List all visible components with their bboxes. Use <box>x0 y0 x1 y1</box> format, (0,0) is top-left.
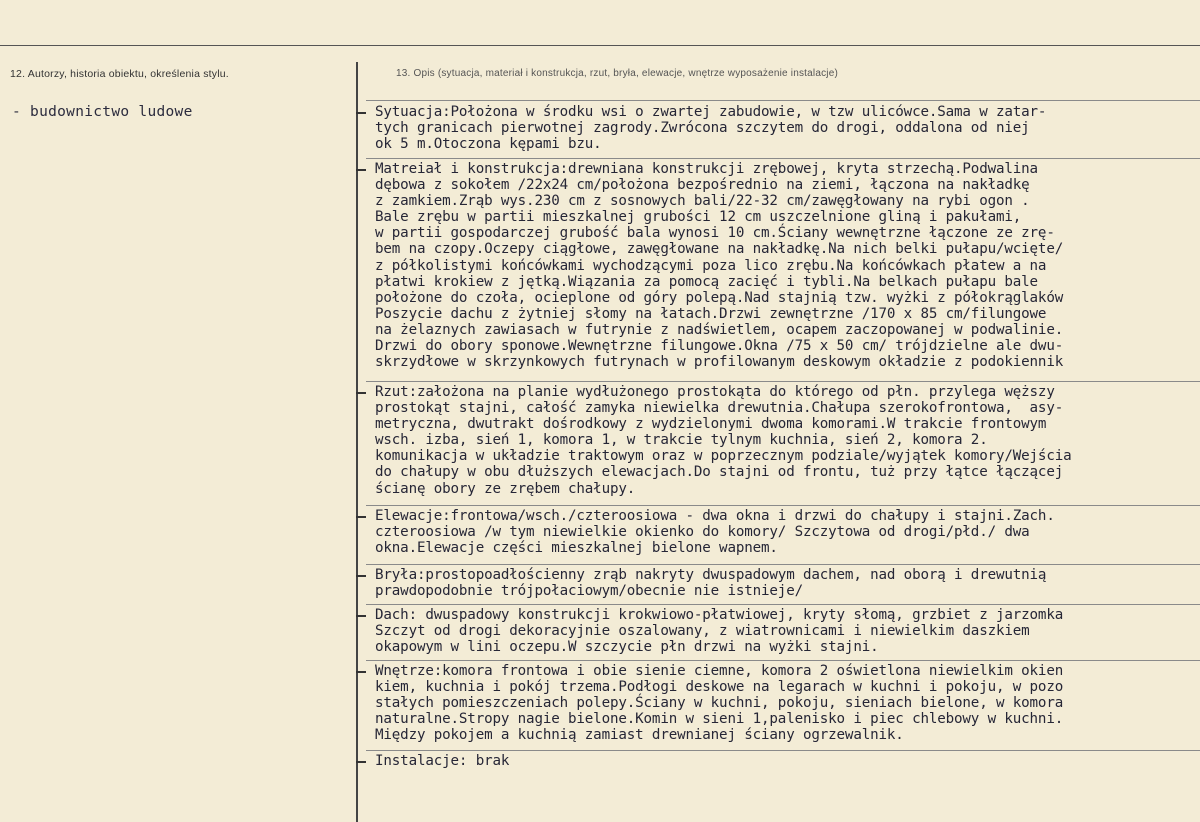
text-line: z zamkiem.Zrąb wys.230 cm z sosnowych bali/22-32 cm/zawęgłowany na rybi ogon . <box>375 193 1030 210</box>
text-line: Między pokojem a kuchnią zamiast drewnianej ściany ogrzewalnik. <box>375 727 904 744</box>
section-separator <box>366 604 1200 605</box>
section-instalacje <box>356 753 1200 769</box>
text-line: Wnętrze:komora frontowa i obie sienie ciemne, komora 2 oświetlona niewielkim okien <box>375 663 1064 679</box>
section-dach <box>356 607 1200 655</box>
text-line: płatwi krokiew z jętką.Wiązania za pomocą zacięć i tybli.Na belkach pułapu bale <box>375 273 1038 290</box>
section-separator <box>366 158 1200 159</box>
text-line: tych granicach pierwotnej zagrody.Zwrócona szczytem do drogi, oddalona od niej <box>375 120 1030 137</box>
section-separator <box>366 660 1200 661</box>
text-line: Rzut:założona na planie wydłużonego prostokąta do którego od płn. przylega węższy <box>375 384 1055 400</box>
text-line: z półkolistymi końcówkami wychodzącymi poza lico zrębu.Na końcówkach płatew a na <box>375 257 1047 274</box>
bullet-dash <box>356 112 366 114</box>
text-line: Poszycie dachu z żytniej słomy na łatach.Drzwi zewnętrzne /170 x 85 cm/filungowe <box>375 305 1047 322</box>
section-wnetrze <box>356 663 1200 743</box>
text-line: Instalacje: brak <box>375 753 510 769</box>
text-line: stałych pomieszczeniach polepy.Ściany w kuchni, pokoju, sieniach bielone, w komora <box>375 695 1064 712</box>
text-line: wsch. izba, sień 1, komora 1, w trakcie tylnym kuchnia, sień 2, komora 2. <box>375 432 988 449</box>
text-line: Sytuacja:Położona w środku wsi o zwartej zabudowie, w tzw ulicówce.Sama w zatar- <box>375 104 1047 120</box>
field-13-header: 13. Opis (sytuacja, materiał i konstrukcja, rzut, bryła, elewacje, wnętrze wyposażenie instalacje) <box>396 68 838 79</box>
text-line: na żelaznych zawiasach w futrynie z nadświetlem, ocapem zaczopowanej w podwalinie. <box>375 321 1064 338</box>
text-line: komunikacja w układzie traktowym oraz w poprzecznym podziale/wyjątek komory/Wejścia <box>375 448 1072 465</box>
text-line: naturalne.Stropy nagie bielone.Komin w sieni 1,palenisko i piec chlebowy w kuchni. <box>375 711 1064 728</box>
bullet-dash <box>356 761 366 763</box>
text-line: czteroosiowa /w tym niewielkie okienko do komory/ Szczytowa od drogi/płd./ dwa <box>375 524 1030 541</box>
text-line: Matreiał i konstrukcja:drewniana konstrukcji zrębowej, kryta strzechą.Podwalina <box>375 161 1038 177</box>
text-line: dębowa z sokołem /22x24 cm/położona bezpośrednio na ziemi, łączona na nakładkę <box>375 177 1030 194</box>
text-line: Dach: dwuspadowy konstrukcji krokwiowo-płatwiowej, kryty słomą, grzbiet z jarzomka <box>375 607 1064 623</box>
text-line: ok 5 m.Otoczona kępami bzu. <box>375 136 602 153</box>
text-line: metryczna, dwutrakt dośrodkowy z wydzielonymi dwoma komorami.W trakcie frontowym <box>375 416 1047 433</box>
text-line: Bryła:prostopoadłościenny zrąb nakryty dwuspadowym dachem, nad oborą i drewutnią <box>375 567 1047 583</box>
text-line: okapowym w lini oczepu.W szczycie płn drzwi na wyżki stajni. <box>375 639 879 656</box>
text-line: Szczyt od drogi dekoracyjnie oszalowany, z wiatrownicami i niewielkim daszkiem <box>375 623 1030 640</box>
text-line: ścianę obory ze zrębem chałupy. <box>375 480 636 497</box>
text-line: Elewacje:frontowa/wsch./czteroosiowa - dwa okna i drzwi do chałupy i stajni.Zach. <box>375 508 1055 524</box>
section-separator <box>366 750 1200 751</box>
section-sytuacja <box>356 104 1200 152</box>
text-line: skrzydłowe w skrzynkowych futrynach w profilowanym deskowym okładzie z podokiennik <box>375 354 1064 371</box>
section-bryla <box>356 567 1200 599</box>
text-line: okna.Elewacje części mieszkalnej bielone wapnem. <box>375 540 778 557</box>
text-line: położone do czoła, ocieplone od góry polepą.Nad stajnią tzw. wyżki z półokrąglaków <box>375 289 1064 306</box>
section-elewacje <box>356 508 1200 556</box>
section-separator <box>366 564 1200 565</box>
text-line: kiem, kuchnia i pokój trzema.Podłogi deskowe na legarach w kuchni i pokoju, w pozo <box>375 679 1064 696</box>
section-material-konstrukcja <box>356 161 1200 370</box>
bullet-dash <box>356 671 366 673</box>
text-line: bem na czopy.Oczepy ciągłowe, zawęgłowane na nakładkę.Na nich belki pułapu/wcięte/ <box>375 241 1064 258</box>
section-separator <box>366 505 1200 506</box>
field-12-header: 12. Autorzy, historia obiektu, określenia stylu. <box>10 68 229 80</box>
bullet-dash <box>356 615 366 617</box>
text-line: Drzwi do obory sponowe.Wewnętrzne filungowe.Okna /75 x 50 cm/ trójdzielne ale dwu- <box>375 338 1064 355</box>
top-rule <box>0 45 1200 46</box>
bullet-dash <box>356 392 366 394</box>
section-separator <box>366 100 1200 101</box>
text-line: w partii gospodarczej grubość bala wynosi 10 cm.Ściany wewnętrzne łączone ze zrę- <box>375 225 1055 242</box>
section-rzut <box>356 384 1200 497</box>
bullet-dash <box>356 516 366 518</box>
style-entry: - budownictwo ludowe <box>12 104 193 120</box>
bullet-dash <box>356 575 366 577</box>
text-line: prawdopodobnie trójpołaciowym/obecnie nie istnieje/ <box>375 583 803 600</box>
text-line: Bale zrębu w partii mieszkalnej grubości 12 cm uszczelnione gliną i pakułami, <box>375 209 1022 226</box>
section-separator <box>366 381 1200 382</box>
text-line: prostokąt stajni, całość zamyka niewielka drewutnia.Chałupa szerokofrontowa, asy- <box>375 400 1064 417</box>
text-line: do chałupy w obu dłuższych elewacjach.Do stajni od frontu, tuż przy łątce łączącej <box>375 464 1064 481</box>
bullet-dash <box>356 169 366 171</box>
